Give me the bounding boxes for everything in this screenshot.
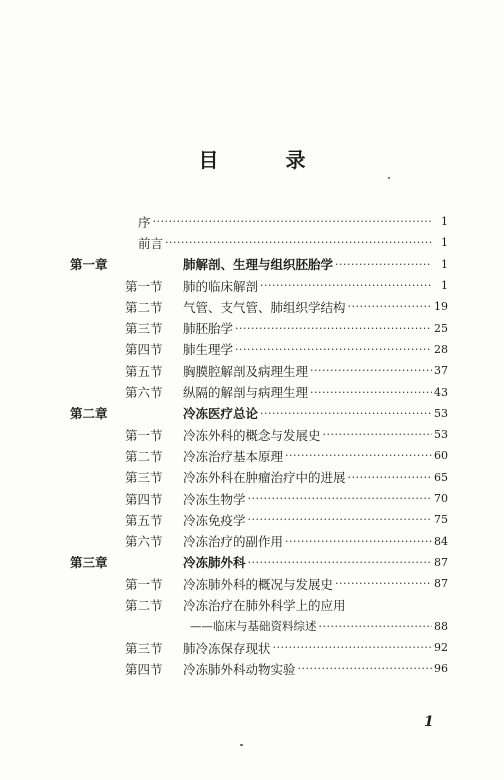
toc-entry [70,616,448,637]
toc-entry [70,488,448,509]
toc-entry-title: 冷冻生物学 [183,491,246,507]
toc-page-number: 60 [434,449,448,463]
toc-page-number: 1 [441,257,448,271]
toc-section-label: 第二节 [125,299,163,315]
toc-entry-title: ——临床与基础资料综述 [190,619,317,634]
toc-page-number: 53 [434,428,448,442]
toc-leader-dots [153,215,432,228]
toc-leader-dots [248,492,432,505]
toc-leader-dots [348,300,432,313]
toc-page-number: 28 [434,342,448,356]
toc-section-label: 第一节 [125,576,163,592]
toc-entry [70,467,448,488]
toc-entry-title: 肺冷冻保存现状 [183,640,271,656]
toc-page-number: 1 [441,236,448,250]
toc-section-label: 第四节 [125,491,163,507]
toc-section-label: 第四节 [125,661,163,677]
toc-entry [70,424,448,445]
toc-entry-title: 纵隔的解剖与病理生理 [183,385,309,401]
toc-page-number: 75 [434,513,448,527]
toc-entry [70,317,448,338]
toc-leader-dots [285,449,432,462]
toc-page-number: 88 [434,619,448,633]
toc-entry [70,573,448,594]
toc-page-number: 25 [434,321,448,335]
toc-entry [70,232,448,253]
toc-page-number: 70 [434,492,448,505]
toc-entry [70,445,448,466]
toc-entry [70,403,448,424]
toc-leader-dots [235,322,432,335]
toc-page-number: 19 [434,300,448,314]
toc-entry-title: 冷冻治疗的副作用 [183,534,284,550]
toc-section-label: 第三节 [125,470,163,486]
toc-entry [70,381,448,402]
toc-entry-title: 肺解剖、生理与组织胚胎学 [183,257,334,273]
toc-page-number: 37 [434,364,448,378]
toc-section-label: 第三节 [125,640,163,656]
toc-leader-dots [285,535,432,548]
toc-chapter-label: 第一章 [70,257,108,273]
page-title: 目 录 [198,148,336,172]
toc-page-number: 96 [434,662,448,676]
toc-entry-title: 肺胚胎学 [183,321,234,337]
toc-chapter-label: 第二章 [70,406,108,422]
toc-leader-dots [235,343,432,356]
toc-entry [70,509,448,530]
toc-leader-dots [335,577,432,590]
toc-page-number: 43 [434,385,448,399]
toc-page-number: 87 [434,577,448,591]
toc-chapter-label: 第三章 [70,555,108,571]
toc-entry [70,594,448,615]
toc-leader-dots [298,662,432,675]
toc-leader-dots [323,428,432,441]
toc-entry [70,658,448,679]
toc-page-number: 65 [434,470,448,484]
page-number: 1 [424,714,434,730]
toc-entry [70,254,448,275]
toc-leader-dots [319,620,433,633]
toc-leader-dots [273,641,432,654]
toc-page-number: 87 [434,555,448,569]
toc-entry-title: 胸膜腔解剖及病理生理 [183,363,309,379]
toc-entry-title: 冷冻治疗在肺外科学上的应用 [183,597,346,613]
toc-leader-dots [310,386,432,399]
toc-entry [70,339,448,360]
toc-leader-dots [248,556,432,569]
toc-leader-dots [165,236,432,249]
toc-entry [70,637,448,658]
toc-section-label: 第一节 [125,278,163,294]
toc-section-label: 第一节 [125,427,163,443]
toc-entry [70,275,448,296]
toc-leader-dots [335,258,432,271]
toc-entry [70,552,448,573]
toc-entry [70,211,448,232]
toc-page-number: 84 [434,534,448,548]
toc-entry-title: 肺的临床解剖 [183,278,259,294]
table-of-contents [70,211,448,680]
toc-section-label: 第二节 [125,448,163,464]
toc-section-label: 第五节 [125,363,163,379]
toc-entry-title: 冷冻肺外科 [183,555,246,571]
print-speck [240,744,243,746]
toc-section-label: 第四节 [125,342,163,358]
toc-page-number: 1 [441,215,448,229]
toc-leader-dots [310,364,432,377]
toc-entry-title: 气管、支气管、肺组织学结构 [183,299,346,315]
print-speck [388,177,390,179]
toc-page-number: 53 [434,406,448,420]
toc-entry-title: 冷冻治疗基本原理 [183,448,284,464]
toc-entry-title: 序 [138,214,151,230]
toc-leader-dots [348,471,432,484]
toc-entry-title: 冷冻外科在肿瘤治疗中的进展 [183,470,346,486]
toc-section-label: 第三节 [125,321,163,337]
toc-entry-title: 肺生理学 [183,342,234,358]
toc-section-label: 第五节 [125,512,163,528]
toc-entry-title: 冷冻外科的概念与发展史 [183,427,321,443]
toc-entry-title: 前言 [138,235,164,251]
toc-entry-title: 冷冻免疫学 [183,512,246,528]
toc-page-number: 92 [434,641,448,655]
toc-leader-dots [248,513,432,526]
toc-entry-title: 冷冻肺外科动物实验 [183,661,296,677]
toc-page-number: 1 [441,279,448,293]
toc-entry [70,530,448,551]
toc-section-label: 第六节 [125,534,163,550]
toc-entry-title: 冷冻医疗总论 [183,406,259,422]
toc-entry [70,296,448,317]
toc-section-label: 第二节 [125,597,163,613]
toc-entry [70,360,448,381]
toc-entry-title: 冷冻肺外科的概况与发展史 [183,576,334,592]
toc-section-label: 第六节 [125,385,163,401]
toc-leader-dots [260,279,432,292]
toc-leader-dots [260,407,432,420]
